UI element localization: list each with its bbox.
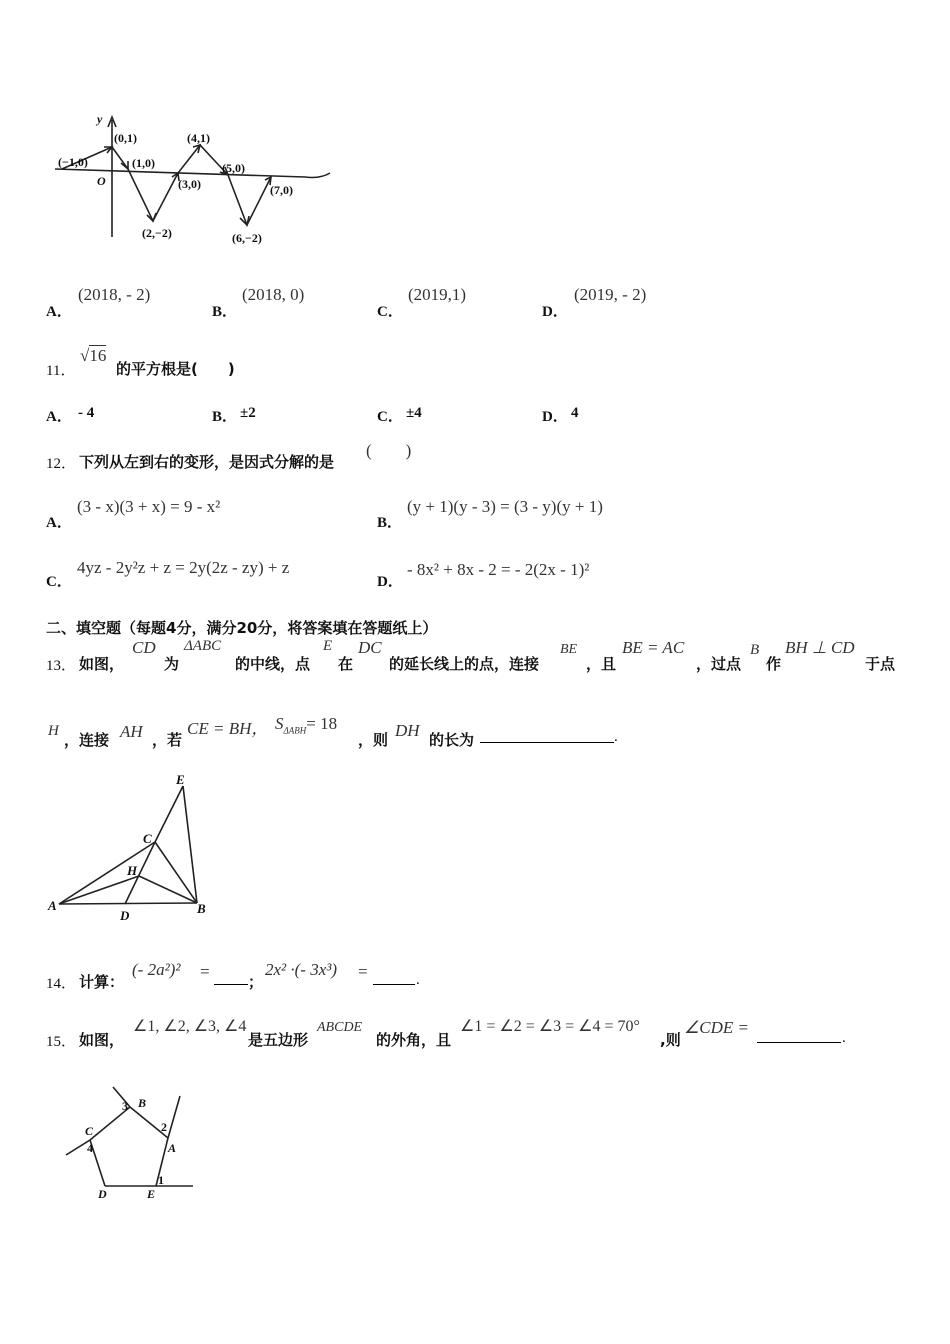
- q11-sqrt: [80, 346, 106, 366]
- q13-text-2: 为: [164, 655, 180, 673]
- q14-end: .: [416, 972, 420, 988]
- q14-number: 14．: [46, 976, 77, 992]
- label-d: D: [120, 908, 130, 920]
- q13-math-ce-bh: CE = BH，: [187, 719, 269, 738]
- label-origin: O: [97, 174, 106, 188]
- label-n3: 3: [122, 1099, 128, 1113]
- label-y: y: [97, 112, 103, 126]
- sqrt-sign: √: [80, 346, 90, 365]
- q13-math-dc: DC: [358, 638, 382, 657]
- label-e: E: [176, 772, 185, 787]
- q13-text-6: ，且: [586, 655, 617, 673]
- area-subscript: ΔABH: [283, 725, 307, 736]
- q13-text-7: ，过点: [696, 655, 742, 673]
- q13-text-12: ，则: [358, 731, 389, 749]
- q11-option-b-letter: B．: [212, 409, 238, 425]
- q15-text-3: 的外角，且: [376, 1031, 452, 1049]
- q10-option-b-value: (2018, 0): [242, 285, 305, 304]
- label-a: A: [168, 1141, 177, 1155]
- q13-figure: [45, 770, 225, 920]
- label-p7: (5,0): [222, 161, 245, 175]
- q11-number: 11．: [46, 363, 76, 379]
- q15-math-angle-equal: ∠1 = ∠2 = ∠3 = ∠4 = 70°: [460, 1018, 640, 1035]
- q13-math-be-ac: BE = AC: [622, 638, 685, 657]
- q10-option-a-letter: A．: [46, 304, 72, 320]
- q14-answer-blank-1[interactable]: [214, 970, 248, 989]
- q13-text-end: .: [614, 729, 618, 745]
- label-p8: (6,−2): [232, 231, 262, 245]
- q15-text-2: 是五边形: [248, 1031, 309, 1049]
- label-p2: (0,1): [114, 131, 137, 145]
- q15-number: 15．: [46, 1034, 77, 1050]
- q13-text-11: ，若: [152, 731, 183, 749]
- x-axis-tail: [305, 173, 330, 178]
- q11-option-a-value: - 4: [78, 405, 95, 421]
- q13-text-13: 的长为: [429, 731, 475, 749]
- q10-figure: [50, 105, 340, 255]
- q15-math-cde: ∠CDE =: [684, 1018, 749, 1037]
- q12-text: 下列从左到右的变形，是因式分解的是: [79, 453, 335, 471]
- q13-math-bh-perp-cd: BH ⊥ CD: [785, 638, 855, 657]
- q12-option-b-value: (y + 1)(y - 3) = (3 - y)(y + 1): [407, 497, 603, 516]
- q15-math-abcde: ABCDE: [317, 1020, 363, 1035]
- q15-text-1: 如图，: [79, 1031, 125, 1049]
- q14-separator: ；: [248, 973, 264, 991]
- q10-option-c-letter: C．: [377, 304, 403, 320]
- label-h: H: [127, 863, 138, 878]
- q13-text-10: ，连接: [64, 731, 110, 749]
- area-value: = 18: [306, 714, 338, 733]
- q14-equals-1: =: [200, 962, 210, 981]
- label-p9: (7,0): [270, 183, 293, 197]
- q14-expr-2: 2x² ·(- 3x³): [265, 960, 338, 979]
- label-c: C: [85, 1124, 94, 1138]
- q10-option-d-letter: D．: [542, 304, 568, 320]
- area-s: S: [275, 714, 284, 733]
- q12-option-a-letter: A．: [46, 515, 72, 531]
- q11-option-b-value: ±2: [240, 405, 256, 421]
- q15-end: .: [842, 1030, 846, 1046]
- q12-paren: ( ): [366, 441, 412, 460]
- q13-math-area: [275, 714, 337, 735]
- q10-option-c-value: (2019,1): [408, 285, 467, 304]
- q14-equals-2: =: [358, 962, 368, 981]
- section-2-title: 二、填空题（每题4分，满分20分，将答案填在答题纸上）: [46, 619, 438, 637]
- label-a: A: [48, 898, 57, 913]
- label-b: B: [138, 1096, 147, 1110]
- label-p1: (−1,0): [58, 155, 88, 169]
- q13-math-h: H: [48, 723, 59, 739]
- q13-text-5: 的延长线上的点，连接: [389, 655, 540, 673]
- label-c: C: [143, 831, 152, 846]
- q12-option-d-letter: D．: [377, 574, 403, 590]
- q13-answer-blank[interactable]: [480, 728, 614, 747]
- q11-option-d-letter: D．: [542, 409, 568, 425]
- q15-answer-blank[interactable]: [757, 1028, 841, 1047]
- label-p4: (2,−2): [142, 226, 172, 240]
- label-n1: 1: [158, 1173, 164, 1187]
- q13-text-9: 于点: [865, 655, 896, 673]
- q12-number: 12．: [46, 456, 77, 472]
- label-b: B: [197, 901, 206, 916]
- q10-option-b-letter: B．: [212, 304, 238, 320]
- q13-math-e: E: [323, 638, 333, 654]
- q13-text-4: 在: [338, 655, 354, 673]
- q12-option-a-value: (3 - x)(3 + x) = 9 - x²: [77, 497, 221, 516]
- q15-text-4: ,则: [660, 1031, 681, 1049]
- q12-option-d-value: - 8x² + 8x - 2 = - 2(2x - 1)²: [407, 560, 590, 579]
- q13-math-cd: CD: [132, 638, 156, 657]
- zigzag-path: [62, 145, 271, 225]
- q11-radicand: 16: [89, 346, 107, 365]
- q13-math-triangle: ΔABC: [184, 638, 222, 654]
- q13-number: 13．: [46, 658, 77, 674]
- q11-option-a-letter: A．: [46, 409, 72, 425]
- q13-text-8: 作: [766, 655, 782, 673]
- q15-math-angles: ∠1, ∠2, ∠3, ∠4: [133, 1018, 247, 1035]
- q14-expr-1: (- 2a²)²: [132, 960, 181, 979]
- q13-math-be: BE: [560, 642, 578, 657]
- label-p5: (4,1): [187, 131, 210, 145]
- label-n4: 4: [87, 1141, 93, 1155]
- q13-math-ah: AH: [120, 722, 143, 741]
- q15-figure: [60, 1080, 205, 1205]
- q11-option-c-letter: C．: [377, 409, 403, 425]
- q10-option-a-value: (2018, - 2): [78, 285, 151, 304]
- q14-text: 计算：: [79, 973, 125, 991]
- q13-math-b: B: [750, 642, 760, 658]
- q13-math-dh: DH: [395, 721, 420, 740]
- label-p3: (1,0): [132, 156, 155, 170]
- label-p6: (3,0): [178, 177, 201, 191]
- q14-answer-blank-2[interactable]: [373, 970, 415, 989]
- q13-text-3: 的中线，点: [235, 655, 311, 673]
- label-e: E: [147, 1187, 156, 1201]
- q13-text-1: 如图，: [79, 655, 125, 673]
- q10-option-d-value: (2019, - 2): [574, 285, 647, 304]
- q12-option-b-letter: B．: [377, 515, 403, 531]
- q11-option-c-value: ±4: [406, 405, 422, 421]
- label-d: D: [98, 1187, 107, 1201]
- label-n2: 2: [161, 1120, 167, 1134]
- q12-option-c-letter: C．: [46, 574, 72, 590]
- q11-option-d-value: 4: [571, 405, 579, 421]
- q11-text: 的平方根是( ): [116, 360, 235, 378]
- q12-option-c-value: 4yz - 2y²z + z = 2y(2z - zy) + z: [77, 558, 290, 577]
